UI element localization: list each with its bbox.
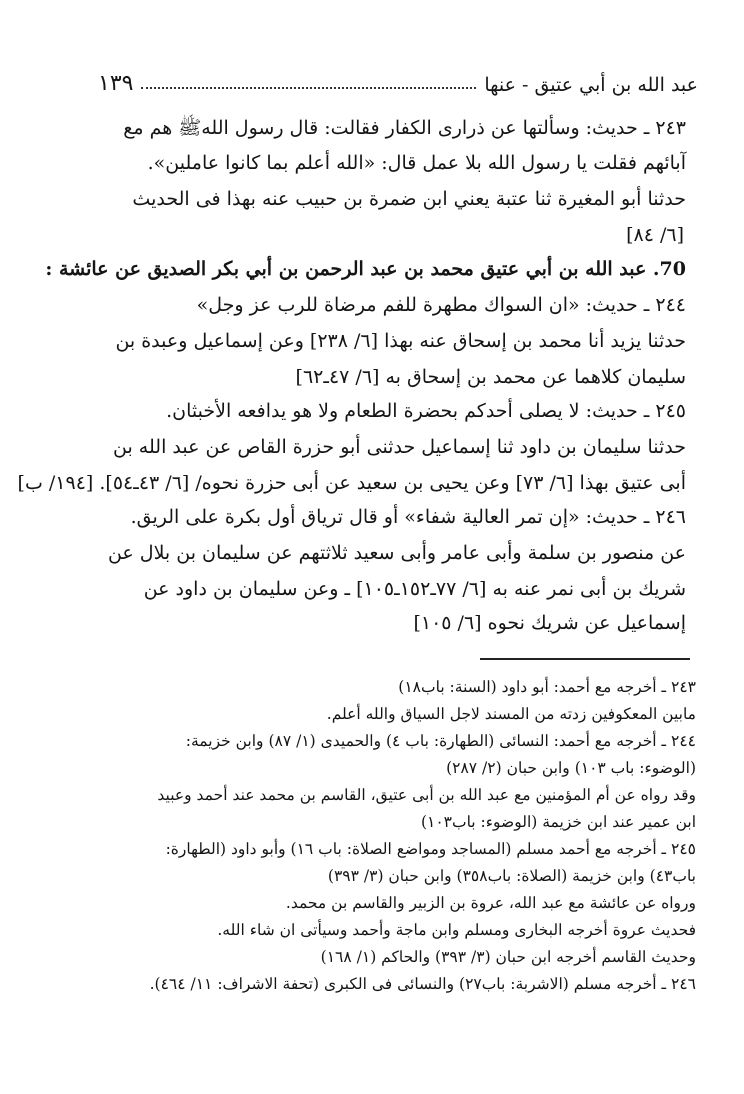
footnote-245-line-2: باب٤٣) وابن خزيمة (الصلاة: باب٣٥٨) وابن حبان (٣/ ٣٩٣): [327, 867, 696, 885]
page-number: ١٣٩: [98, 71, 134, 96]
hadith-244-isnad-1: حدثنا يزيد أنا محمد بن إسحاق عنه بهذا [٦/ ٢٣٨] وعن إسماعيل وعبدة بن: [115, 330, 686, 352]
hadith-243-line-1: ٢٤٣ ـ حديث: وسألتها عن ذرارى الكفار فقالت: قال رسول اللهﷺ هم مع: [123, 117, 686, 139]
footnote-244-line-3: وقد رواه عن أم المؤمنين مع عبد الله بن أبى عتيق، القاسم بن محمد عند أحمد وعبيد: [157, 786, 696, 804]
footnote-245-line-3: ورواه عن عائشة مع عبد الله، عروة بن الزبير والقاسم بن محمد.: [285, 894, 696, 912]
header-dotted-leader: [141, 87, 476, 89]
hadith-243-isnad: حدثنا أبو المغيرة ثنا عتبة يعني ابن ضمرة بن حبيب عنه بهذا فى الحديث: [132, 188, 686, 210]
footnote-246: ٢٤٦ ـ أخرجه مسلم (الاشربة: باب٢٧) والنسائى فى الكبرى (تحفة الاشراف: ١١/ ٤٦٤).: [149, 975, 696, 993]
hadith-245-isnad-2: أبى عتيق بهذا [٦/ ٧٣] وعن يحيى بن سعيد عن أبى حزرة نحوه/ [٦/ ٤٣ـ٥٤]. [١٩٤/ ب]: [17, 472, 686, 494]
running-title: عبد الله بن أبي عتيق - عنها: [484, 74, 698, 96]
hadith-243-line-2: آبائهم فقلت يا رسول الله بلا عمل قال: «الله أعلم بما كانوا عاملين».: [147, 152, 686, 174]
footnote-244-line-2: (الوضوء: باب ١٠٣) وابن حبان (٢/ ٢٨٧): [446, 759, 696, 777]
hadith-246-isnad-2: شريك بن أبى نمر عنه به [٦/ ٧٧ـ١٥٢ـ١٠٥] ـ وعن سليمان بن داود عن: [143, 578, 686, 600]
footnote-243: ٢٤٣ ـ أخرجه مع أحمد: أبو داود (السنة: باب١٨): [398, 678, 696, 696]
footnote-245-line-5: وحديث القاسم أخرجه ابن حبان (٣/ ٣٩٣) والحاكم (١/ ١٦٨): [320, 948, 696, 966]
hadith-245-isnad-1: حدثنا سليمان بن داود ثنا إسماعيل حدثنى أبو حزرة القاص عن عبد الله بن: [113, 436, 686, 458]
hadith-246-isnad-3: إسماعيل عن شريك نحوه [٦/ ١٠٥]: [413, 612, 686, 634]
footnote-separator: [480, 658, 690, 660]
hadith-243-reference: [٦/ ٨٤]: [626, 224, 684, 246]
section-heading-70: 70. عبد الله بن أبي عتيق محمد بن عبد الرحمن بن أبي بكر الصديق عن عائشة :: [45, 258, 686, 280]
footnote-245-line-4: فحديث عروة أخرجه البخارى ومسلم وابن ماجة وأحمد وسيأتى ان شاء الله.: [217, 921, 696, 939]
footnote-244-line-1: ٢٤٤ ـ أخرجه مع أحمد: النسائى (الطهارة: باب ٤) والحميدى (١/ ٨٧) وابن خزيمة:: [185, 732, 696, 750]
page-header: [98, 66, 698, 96]
hadith-246-line: ٢٤٦ ـ حديث: «إن تمر العالية شفاء» أو قال ترياق أول بكرة على الريق.: [130, 506, 686, 528]
hadith-244-line: ٢٤٤ ـ حديث: «ان السواك مطهرة للفم مرضاة للرب عز وجل»: [196, 294, 686, 316]
hadith-244-isnad-2: سليمان كلاهما عن محمد بن إسحاق به [٦/ ٤٧ـ٦٢]: [295, 366, 686, 388]
hadith-245-line: ٢٤٥ ـ حديث: لا يصلى أحدكم بحضرة الطعام ولا هو يدافعه الأخبثان.: [166, 400, 686, 422]
footnote-244-line-4: ابن عمير عند ابن خزيمة (الوضوء: باب١٠٣): [420, 813, 696, 831]
hadith-246-isnad-1: عن منصور بن سلمة وأبى عامر وأبى سعيد ثلاثتهم عن سليمان بن بلال عن: [107, 542, 686, 564]
footnote-245-line-1: ٢٤٥ ـ أخرجه مع أحمد مسلم (المساجد ومواضع الصلاة: باب ١٦) وأبو داود (الطهارة:: [165, 840, 696, 858]
footnote-243-note: مابين المعكوفين زدته من المسند لاجل السياق والله أعلم.: [326, 705, 696, 723]
